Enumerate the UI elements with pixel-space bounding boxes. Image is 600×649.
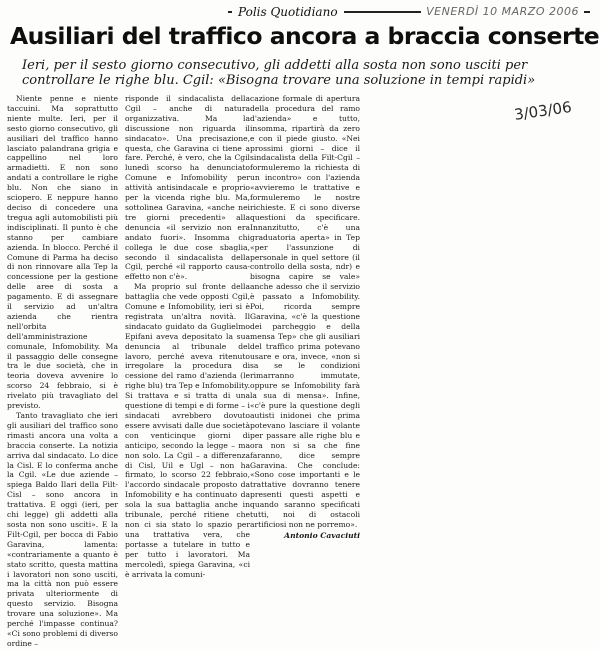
masthead bbox=[228, 4, 590, 20]
paragraph: Tanto travagliato che ieri gli ausiliari del traffico sono rimasti ancora una volta a braccia conserte. La notizia arriva dal sindacato. Lo dice la Cisl. E lo conferma anche la Cgil. «Le due aziende – spiega Baldo Ilari della Filt-Cisl – sono ancora in trattativa. E oggi (ieri, per chi legge) gli addetti alla sosta non sono usciti». E la Filt-Cgil, per bocca di Fabio Garavina, lamenta: «contrariamente a quanto è stato scritto, questa mattina i lavoratori non sono usciti, ma la città non può essere privata ulteriormente di questo servizio. Bisogna trovare una soluzione». Ma perché l'impasse continua? «Ci sono problemi di diverso ordine – bbox=[7, 411, 118, 648]
paragraph: Ma proprio sul fronte della battaglia che vede opposti Cgil, Comune e Infomobility, ieri si è registrata un'altra novità. Il sindacato guidato da Guglielmo Epifani aveva depositato la sua denuncia al tribunale del lavoro, perché aveva ritenuto irregolare la procedura di cessione del ramo d'azienda (le righe blu) tra Tep e Infomobility. Si trattava e si tratta di una questione di tempi e di forme – i sindacati avrebbero dovuto essere avvisati dalle due società con venticinque giorni di anticipo, secondo la legge – ma non solo. La Cgil – a differenza di Cisl, Uil e Ugl – non ha firmato, lo scorso 22 febbraio, l'accordo sindacale proposto da Infomobility e ha continuato da sola la sua battaglia anche in tribunale, perché ritiene che non ci sia stato lo spazio per una trattativa vera, che portasse a tutelare in tutto e per tutto i lavoratori. Ma mercoledì, spiega Garavina, «ci è arrivata la comuni- bbox=[125, 282, 250, 579]
headline: Ausiliari del traffico ancora a braccia conserte bbox=[10, 22, 600, 50]
article-column-1 bbox=[7, 94, 118, 649]
article-column-3 bbox=[250, 94, 360, 541]
issue-date: VENERDÌ 10 MARZO 2006 bbox=[421, 4, 584, 20]
paragraph: cazione formale di apertura della procedura del ramo d'azienda» e tutto, insomma, ripartirà da zero e con il piede giusto. «Nei prossimi giorni – dice il sindacalista della Filt-Cgil – formuleremo la richiesta di un incontro» con l'azienda «avvieremo le trattative e formuleremo le nostre richieste. E ci sono diverse questioni da specificare. Innanzitutto, c'è una graduatoria aperta» in Tep «per l'assunzione di personale in quel settore (il controllo della sosta, ndr) e bisogna capire se vale» anche adesso che il servizio è passato a Infomobility. Poi, ricorda sempre Garavina, «c'è la questione dei parcheggio e della mensa Tep» che gli ausiliari del traffico prima potevano usare e ora, invece, «non si sa se le condizioni rimarranno immutate, oppure se Infomobility farà la sua di mensa». Infine, «c'è pure la questione degli autisti inidonei che prima potevano lasciare il volante per passare alle righe blu e ora non si sa che fine faranno, dice sempre Garavina. Che conclude: «Sono cose importanti e le trattative dovranno tenere presenti questi aspetti e quando saranno specificati tutti, noi di ostacoli artificiosi non ne porremo». bbox=[250, 94, 360, 529]
handwritten-date-note: 3/03/06 bbox=[513, 97, 573, 124]
subhead: Ieri, per il sesto giorno consecutivo, gli addetti alla sosta non sono usciti per controllare le righe blu. Cgil: «Bisogna trovare una soluzione in tempi rapidi» bbox=[22, 58, 536, 88]
article-column-2 bbox=[125, 94, 250, 579]
newspaper-name: Polis Quotidiano bbox=[232, 4, 344, 20]
paragraph: risponde il sindacalista della Cgil – anche di natura organizzativa. Ma la discussione non riguarda il sindacato». Una precisazione, questa, che Garavina ci tiene a fare. Perché, è vero, che la Cgil lunedì scorso ha denunciato Comune e Infomobility per attività antisindacale e proprio per la vicenda righe blu. Ma, sottolinea Garavina, «anche nei tre giorni precedenti» alla denuncia «il servizio non era andato fuori». Insomma chi collega le due cose sbaglia, secondo il sindacalista della Cgil, perché «il rapporto causa-effetto non c'è». bbox=[125, 94, 250, 282]
paragraph: Niente penne e niente taccuini. Ma soprattutto niente multe. Ieri, per il sesto giorno consecutivo, gli ausiliari del traffico hanno lasciato palandrana grigia e cappellino nel loro armadietti. E non sono andati a controllare le righe blu. Non che siano in sciopero. E neppure hanno deciso di concedere una tregua agli automobilisti più indisciplinati. Il punto è che stanno per cambiare azienda. In blocco. Perché il Comune di Parma ha deciso di non rinnovare alla Tep la concessione per la gestione delle aree di sosta a pagamento. E di assegnare il servizio ad un'altra azienda che rientra nell'orbita dell'amministrazione comunale, Infomobility. Ma il passaggio delle consegne tra le due società, che in teoria doveva avvenire lo scorso 24 febbraio, si è rivelato più travagliato del previsto. bbox=[7, 94, 118, 411]
byline: Antonio Cavaciuti bbox=[284, 530, 360, 540]
